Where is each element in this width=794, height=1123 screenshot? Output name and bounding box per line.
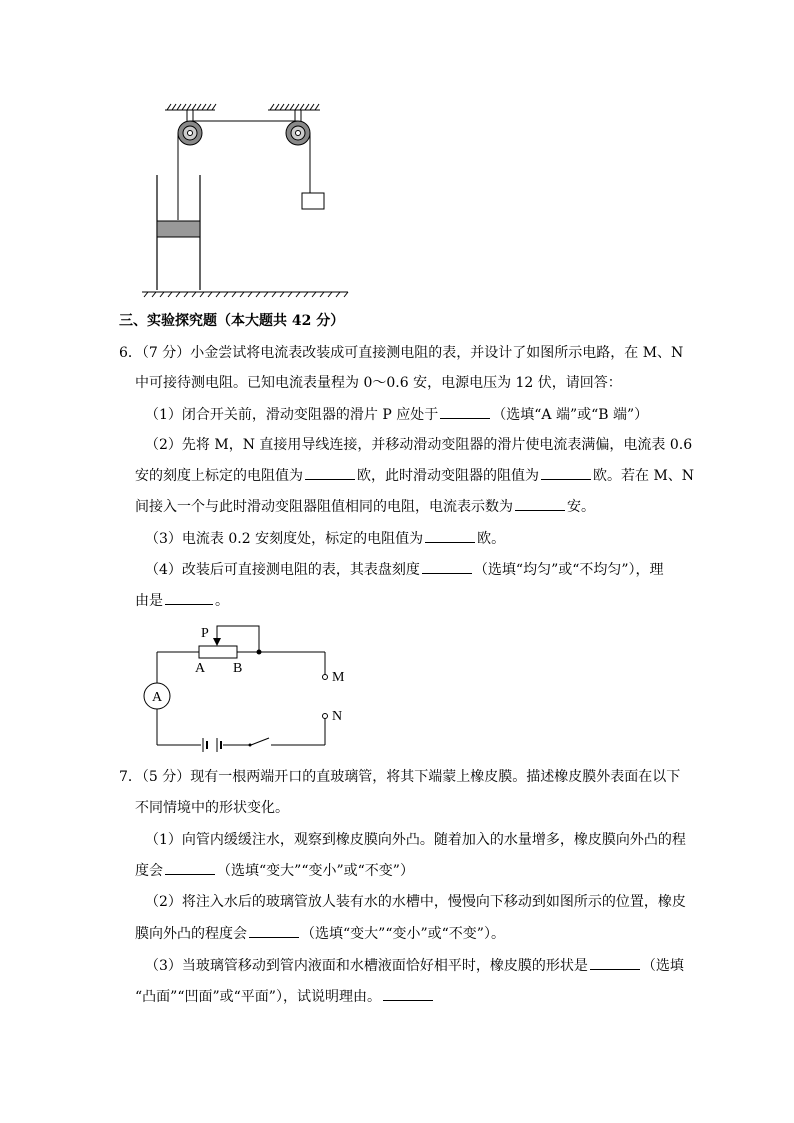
q7-part2-line2: 膜向外凸的程度会 （选填“变大”“变小”或“不变”）。 — [135, 923, 505, 944]
answer-blank[interactable] — [440, 404, 490, 419]
q6-part1: （1）闭合开关前，滑动变阻器的滑片 P 应处于 （选填“A 端”或“B 端”） — [145, 404, 648, 425]
label-n: N — [332, 709, 343, 724]
q6-part2-line3: 间接入一个与此时滑动变阻器阻值相同的电阻，电流表示数为 安。 — [135, 496, 595, 517]
ceiling-left — [165, 104, 216, 110]
ammeter-label: A — [151, 690, 163, 705]
rheostat — [199, 646, 237, 658]
slider-arrow — [213, 638, 221, 646]
q6-part4-line2: 由是 。 — [135, 590, 229, 611]
label-b: B — [233, 661, 243, 676]
q6-stem-line2: 中可接待测电阻。已知电流表量程为 0～0.6 安，电源电压为 12 伏，请回答： — [135, 375, 622, 391]
answer-blank[interactable] — [541, 465, 591, 480]
pulley-left — [178, 110, 202, 145]
piston — [157, 221, 200, 237]
q7-part3-line1: （3）当玻璃管移动到管内液面和水槽液面恰好相平时，橡皮膜的形状是 （选填 — [145, 955, 684, 976]
q7-part1-line2: 度会 （选填“变大”“变小”或“不变”） — [135, 860, 414, 881]
answer-blank[interactable] — [249, 923, 299, 938]
switch — [249, 744, 252, 747]
q6-part4-line1: （4）改装后可直接测电阻的表，其表盘刻度 （选填“均匀”或“不均匀”），理 — [145, 559, 664, 580]
answer-blank[interactable] — [383, 986, 433, 1001]
q6-part2-line1: （2）先将 M，N 直接用导线连接，并移动滑动变阻器的滑片使电流表满偏，电流表 0.6 — [145, 437, 693, 453]
label-a: A — [195, 661, 206, 676]
q7-stem-line1: 7．（5 分）现有一根两端开口的直玻璃管，将其下端蒙上橡皮膜。描述橡皮膜外表面在以下 — [119, 769, 681, 785]
section-title: 三、实验探究题（本大题共 42 分） — [119, 313, 345, 329]
answer-blank[interactable] — [590, 955, 640, 970]
answer-blank[interactable] — [422, 559, 472, 574]
terminal-n — [323, 714, 328, 719]
hanging-weight — [302, 193, 324, 209]
battery — [203, 738, 221, 752]
ceiling-right — [268, 104, 320, 110]
q7-part3-line2: “凸面”“凹面”或“平面”），试说明理由。 — [135, 986, 435, 1007]
answer-blank[interactable] — [165, 590, 213, 605]
q7-stem-line2: 不同情境中的形状变化。 — [135, 800, 289, 816]
circuit-diagram — [135, 615, 365, 755]
answer-blank[interactable] — [515, 496, 565, 511]
pulley-right — [286, 110, 310, 145]
answer-blank[interactable] — [305, 465, 355, 480]
terminal-m — [323, 675, 328, 680]
q6-part3: （3）电流表 0.2 安刻度处，标定的电阻值为 欧。 — [145, 528, 505, 549]
q6-stem-line1: 6．（7 分）小金尝试将电流表改装成可直接测电阻的表，并设计了如图所示电路，在 M、N — [119, 345, 684, 361]
ground — [142, 292, 348, 297]
answer-blank[interactable] — [425, 528, 475, 543]
q7-part2-line1: （2）将注入水后的玻璃管放人装有水的水槽中，慢慢向下移动到如图所示的位置，橡皮 — [145, 894, 686, 910]
answer-blank[interactable] — [165, 860, 215, 875]
q6-part2-line2: 安的刻度上标定的电阻值为 欧，此时滑动变阻器的阻值为 欧。若在 M、N — [135, 465, 694, 486]
label-m: M — [332, 670, 345, 685]
pulley-cylinder-diagram — [130, 95, 360, 305]
q7-part1-line1: （1）向管内缓缓注水，观察到橡皮膜向外凸。随着加入的水量增多，橡皮膜向外凸的程 — [145, 832, 686, 848]
label-p: P — [201, 626, 209, 641]
